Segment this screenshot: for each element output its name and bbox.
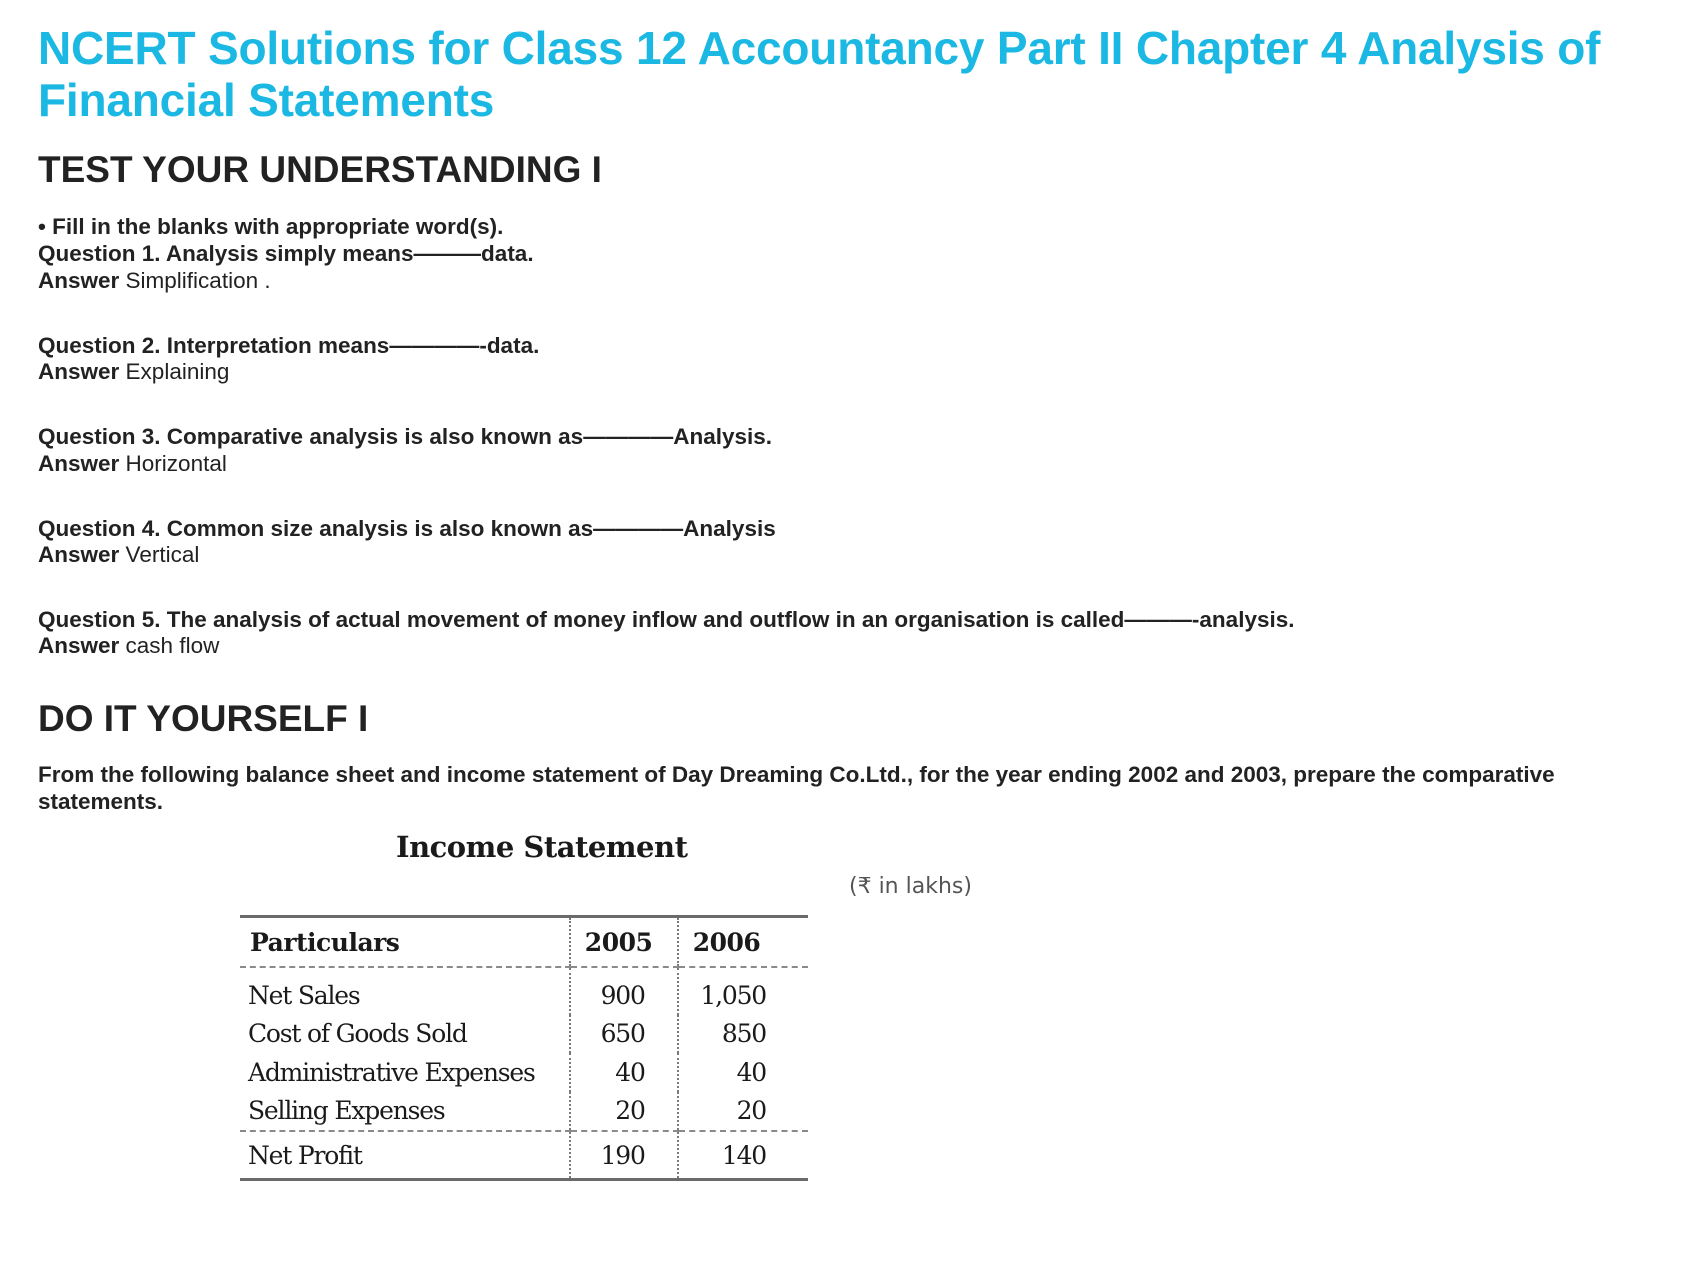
- total-2005: 190: [570, 1131, 678, 1180]
- value-2006: 1,050: [678, 967, 808, 1015]
- question-4: Question 4. Common size analysis is also known as————Analysis: [38, 516, 776, 541]
- answer-5: [38, 632, 219, 659]
- section-heading-do-it-yourself: DO IT YOURSELF I: [38, 698, 369, 739]
- table-total-row: [240, 1131, 808, 1180]
- table-row: [240, 1092, 808, 1132]
- table-row: [240, 1015, 808, 1054]
- value-2006: 20: [678, 1092, 808, 1132]
- value-2005: 20: [570, 1092, 678, 1132]
- row-label: Net Sales: [248, 980, 360, 1010]
- table-row: [240, 967, 808, 1015]
- value-2005: 40: [570, 1053, 678, 1092]
- answer-2: [38, 358, 229, 385]
- answer-label: Answer: [38, 633, 120, 658]
- answer-value: cash flow: [125, 633, 220, 658]
- value-2006: 40: [678, 1053, 808, 1092]
- row-label: Selling Expenses: [248, 1096, 445, 1126]
- income-statement-table-wrap: [240, 915, 808, 1181]
- unit-note: (₹ in lakhs): [849, 874, 972, 899]
- table-header-row: [240, 917, 808, 968]
- answer-3: [38, 450, 227, 477]
- row-label: Cost of Goods Sold: [248, 1019, 467, 1049]
- answer-value: Vertical: [125, 542, 200, 567]
- section-heading-test-your-understanding: TEST YOUR UNDERSTANDING I: [38, 149, 602, 190]
- answer-label: Answer: [38, 268, 120, 293]
- row-label: Administrative Expenses: [248, 1057, 535, 1087]
- question-3: Question 3. Comparative analysis is also known as————Analysis.: [38, 424, 772, 449]
- column-header-2006: 2006: [678, 917, 808, 968]
- total-label: Net Profit: [240, 1131, 570, 1180]
- answer-label: Answer: [38, 451, 120, 476]
- instruction-text: • Fill in the blanks with appropriate word(s).: [38, 214, 504, 239]
- value-2005: 650: [570, 1015, 678, 1054]
- total-2006: 140: [678, 1131, 808, 1180]
- question-1: Question 1. Analysis simply means———data.: [38, 241, 534, 266]
- page-title: NCERT Solutions for Class 12 Accountancy Part II Chapter 4 Analysis of Financial Statements: [38, 22, 1601, 126]
- answer-4: [38, 541, 199, 568]
- question-5: Question 5. The analysis of actual movement of money inflow and outflow in an organisation is called———-analysis.: [38, 607, 1295, 632]
- column-header-2005: 2005: [570, 917, 678, 968]
- table-row: [240, 1053, 808, 1092]
- answer-value: Simplification .: [125, 268, 271, 293]
- value-2005: 900: [570, 967, 678, 1015]
- answer-value: Horizontal: [125, 451, 227, 476]
- answer-1: [38, 267, 271, 294]
- income-statement-figure: [0, 820, 1100, 1284]
- answer-label: Answer: [38, 359, 120, 384]
- column-header-particulars: Particulars: [240, 917, 570, 968]
- answer-value: Explaining: [125, 359, 230, 384]
- value-2006: 850: [678, 1015, 808, 1054]
- income-statement-table: [240, 915, 808, 1181]
- problem-statement: From the following balance sheet and income statement of Day Dreaming Co.Ltd., for the year ending 2002 and 2003, prepare the comparative statements.: [38, 762, 1555, 814]
- answer-label: Answer: [38, 542, 120, 567]
- question-2: Question 2. Interpretation means————-data.: [38, 333, 540, 358]
- income-statement-title: Income Statement: [396, 830, 688, 864]
